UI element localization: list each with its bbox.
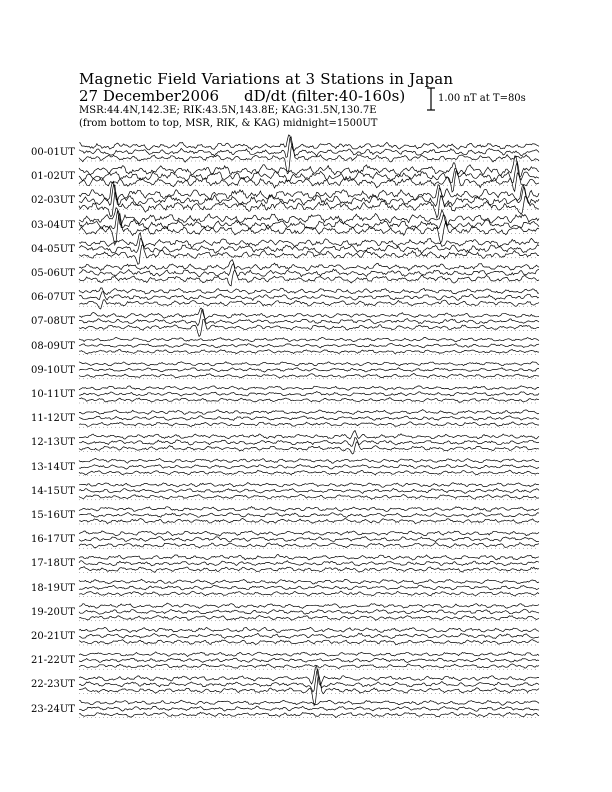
trace-msr [79, 664, 539, 669]
stacking-note: (from bottom to top, MSR, RIK, & KAG) midnight=1500UT [79, 118, 378, 129]
trace-rik [79, 392, 539, 397]
hour-label: 23-24UT [31, 703, 75, 715]
trace-rik [79, 513, 539, 518]
trace-msr [79, 373, 539, 378]
hour-label: 22-23UT [31, 679, 75, 691]
trace-kag [79, 181, 539, 201]
hour-label: 08-09UT [31, 340, 75, 352]
trace-kag [79, 260, 539, 271]
hour-label: 00-01UT [31, 147, 75, 158]
trace-rik [79, 416, 539, 421]
hour-label: 15-16UT [31, 510, 75, 521]
hour-label: 04-05UT [31, 243, 75, 255]
trace-msr [79, 591, 539, 596]
scale-label: 1.00 nT at T=80s [438, 93, 526, 104]
trace-rik [79, 310, 539, 326]
trace-kag [79, 288, 539, 295]
trace-kag [79, 667, 539, 686]
hour-label: 17-18UT [31, 558, 75, 570]
trace-msr [79, 495, 539, 500]
trace-kag [79, 410, 539, 415]
hour-label: 21-22UT [31, 655, 75, 667]
trace-msr [79, 398, 539, 402]
hour-label: 06-07UT [31, 292, 75, 304]
hour-label: 01-02UT [31, 171, 75, 183]
trace-rik [79, 437, 539, 446]
trace-kag [79, 531, 539, 536]
station-coordinates: MSR:44.4N,142.3E; RIK:43.5N,143.8E; KAG:31.5N,130.7E [79, 105, 377, 116]
trace-rik [79, 585, 539, 590]
trace-kag [79, 458, 539, 463]
hour-label: 10-11UT [31, 389, 75, 400]
trace-kag [79, 135, 539, 151]
hour-label: 09-10UT [31, 364, 75, 376]
hour-label: 16-17UT [31, 534, 75, 546]
hour-label: 13-14UT [31, 461, 75, 473]
trace-rik [79, 537, 539, 542]
trace-msr [79, 144, 539, 174]
hour-label: 11-12UT [31, 413, 75, 425]
hour-label: 19-20UT [31, 606, 75, 618]
trace-msr [79, 518, 539, 523]
date-label: 27 December2006 [79, 87, 220, 105]
trace-kag [79, 579, 539, 584]
trace-msr [79, 349, 539, 353]
trace-rik [79, 263, 539, 276]
trace-kag [79, 362, 539, 366]
trace-rik [79, 368, 539, 372]
trace-kag [79, 603, 539, 608]
trace-group [79, 135, 539, 718]
trace-msr [79, 615, 539, 620]
hour-label: 07-08UT [31, 316, 75, 328]
chart-title: Magnetic Field Variations at 3 Stations in Japan [79, 70, 454, 88]
trace-rik [79, 561, 539, 566]
filter-label: dD/dt (filter:40-160s) [244, 87, 406, 105]
hour-label: 03-04UT [31, 219, 75, 231]
scale-bar [427, 88, 435, 110]
trace-kag [79, 431, 539, 440]
hour-label: 02-03UT [31, 195, 75, 207]
hour-label: 20-21UT [31, 631, 75, 642]
trace-msr [79, 470, 539, 475]
trace-kag [79, 652, 539, 657]
trace-msr [79, 171, 539, 192]
trace-rik [79, 464, 539, 469]
hour-label: 12-13UT [31, 437, 75, 449]
trace-rik [79, 658, 539, 662]
trace-msr [79, 640, 539, 645]
trace-kag [79, 337, 539, 341]
trace-rik [79, 211, 539, 230]
trace-msr [79, 300, 539, 309]
trace-msr [79, 567, 539, 573]
trace-kag [79, 386, 539, 390]
trace-rik [79, 706, 539, 711]
trace-rik [79, 609, 539, 614]
trace-kag [79, 555, 539, 561]
trace-kag [79, 700, 539, 705]
trace-msr [79, 712, 539, 717]
hour-label: 14-15UT [31, 485, 75, 497]
trace-rik [79, 633, 539, 638]
trace-kag [79, 507, 539, 512]
trace-kag [79, 483, 539, 488]
trace-kag [79, 627, 539, 632]
hour-label: 05-06UT [31, 268, 75, 279]
trace-msr [79, 422, 539, 427]
trace-kag [79, 233, 539, 248]
trace-kag [79, 308, 539, 319]
trace-msr [79, 543, 539, 548]
hour-label: 18-19UT [31, 582, 75, 594]
trace-rik [79, 344, 539, 348]
trace-rik [79, 488, 539, 493]
